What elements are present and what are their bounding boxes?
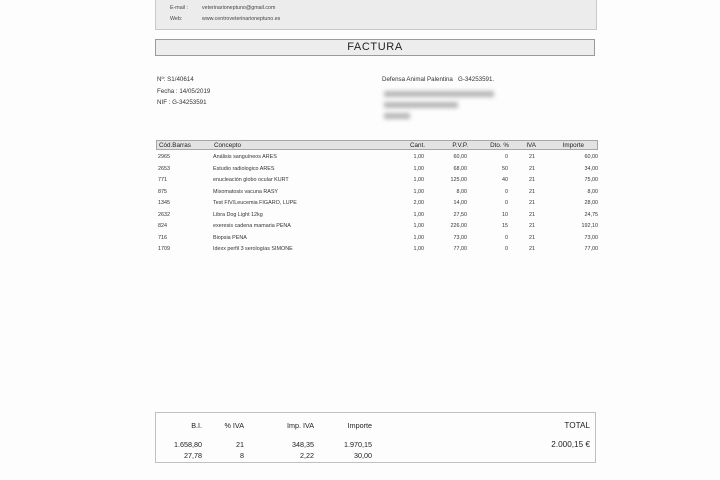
table-row bbox=[156, 233, 598, 245]
row-qty: 2,00 bbox=[413, 200, 424, 206]
totals-imp-iva-value: 2,22 bbox=[300, 451, 314, 460]
row-code: 1709 bbox=[158, 246, 170, 252]
table-row bbox=[156, 244, 598, 256]
table-row bbox=[156, 210, 598, 222]
row-dto: 0 bbox=[505, 246, 508, 252]
row-concept: Libra Dog Light 12kg bbox=[213, 211, 263, 218]
row-pvp: 8,00 bbox=[456, 188, 467, 195]
web-value: www.centroveterinarioneptuno.es bbox=[202, 16, 281, 22]
invoice-date: Fecha : 14/05/2019 bbox=[157, 87, 211, 95]
row-pvp: 27,50 bbox=[453, 211, 467, 218]
row-code: 1345 bbox=[158, 200, 170, 206]
row-concept: Biopsia PENA bbox=[213, 234, 247, 241]
table-row bbox=[156, 164, 598, 176]
row-pvp: 14,00 bbox=[453, 200, 467, 206]
row-code: 771 bbox=[158, 177, 167, 183]
row-qty: 1,00 bbox=[413, 246, 424, 252]
row-amount: 192,10 bbox=[581, 223, 598, 229]
totals-pct-iva-value: 21 bbox=[236, 440, 244, 449]
col-qty: Cant. bbox=[409, 142, 425, 149]
totals-importe-value: 30,00 bbox=[354, 451, 372, 460]
row-code: 875 bbox=[158, 188, 167, 195]
col-amount: Importe bbox=[562, 142, 584, 149]
row-qty: 1,00 bbox=[413, 234, 424, 241]
totals-bi-value: 27,78 bbox=[184, 451, 202, 460]
totals-bi-value: 1.658,80 bbox=[174, 440, 202, 449]
clinic-header bbox=[155, 0, 597, 30]
client-line bbox=[382, 74, 494, 86]
row-qty: 1,00 bbox=[413, 165, 424, 172]
row-amount: 34,00 bbox=[584, 165, 598, 172]
col-dto: Dto. % bbox=[490, 142, 509, 149]
invoice-info bbox=[157, 74, 210, 109]
row-dto: 0 bbox=[505, 200, 508, 206]
row-amount: 24,75 bbox=[584, 211, 598, 218]
col-concept: Concepto bbox=[214, 142, 241, 149]
totals-box bbox=[155, 412, 596, 463]
row-qty: 1,00 bbox=[413, 154, 424, 160]
table-row bbox=[156, 221, 598, 233]
row-dto: 0 bbox=[505, 154, 508, 160]
row-amount: 8,00 bbox=[587, 188, 598, 195]
row-code: 2653 bbox=[158, 165, 170, 172]
row-qty: 1,00 bbox=[413, 188, 424, 195]
row-code: 824 bbox=[158, 223, 167, 229]
row-pvp: 77,00 bbox=[453, 246, 467, 252]
row-qty: 1,00 bbox=[413, 211, 424, 218]
client-block bbox=[382, 74, 494, 119]
row-pvp: 125,00 bbox=[450, 177, 467, 183]
row-dto: 0 bbox=[505, 234, 508, 241]
row-dto: 15 bbox=[502, 223, 508, 229]
row-dto: 10 bbox=[502, 211, 508, 218]
col-code: Cód.Barras bbox=[159, 142, 191, 149]
table-row bbox=[156, 187, 598, 199]
web-line bbox=[170, 16, 280, 22]
table-row bbox=[156, 152, 598, 164]
web-label: Web: bbox=[170, 16, 183, 22]
row-iva: 21 bbox=[529, 200, 535, 206]
redacted-address-line bbox=[384, 91, 494, 97]
totals-header-imp-iva: Imp. IVA bbox=[286, 421, 314, 430]
totals-pct-iva-value: 8 bbox=[240, 451, 244, 460]
document-title: FACTURA bbox=[155, 39, 595, 56]
email-label: E-mail : bbox=[170, 5, 188, 11]
row-amount: 73,00 bbox=[584, 234, 598, 241]
grand-total-value: 2.000,15 € bbox=[551, 440, 590, 449]
row-concept: Estudio radiologico ARES bbox=[213, 165, 275, 172]
row-concept: Mixomatosis vacuna RASY bbox=[213, 188, 279, 195]
redacted-province-line bbox=[384, 113, 410, 119]
row-pvp: 60,00 bbox=[453, 154, 467, 160]
totals-header-bi: B.I. bbox=[191, 421, 202, 430]
totals-imp-iva-value: 348,35 bbox=[292, 440, 314, 449]
redacted-city-line bbox=[384, 102, 458, 108]
row-amount: 75,00 bbox=[584, 177, 598, 183]
email-value: veterinarioneptuno@gmail.com bbox=[202, 5, 276, 11]
table-row bbox=[156, 175, 598, 187]
row-amount: 77,00 bbox=[584, 246, 598, 252]
row-code: 716 bbox=[158, 234, 167, 241]
row-pvp: 226,00 bbox=[450, 223, 467, 229]
row-concept: Idexx perfil 3 serologías SIMONE bbox=[213, 246, 293, 252]
row-iva: 21 bbox=[529, 177, 535, 183]
row-iva: 21 bbox=[529, 246, 535, 252]
row-qty: 1,00 bbox=[413, 177, 424, 183]
row-iva: 21 bbox=[529, 165, 535, 172]
totals-header-total: TOTAL bbox=[564, 421, 590, 430]
row-concept: Test FIV/Leucemia FIGARO, LUPE bbox=[213, 200, 297, 206]
row-concept: exeresis cadena mamaria PENA bbox=[213, 223, 291, 229]
client-name: Defensa Animal Palentina bbox=[382, 76, 453, 83]
row-pvp: 73,00 bbox=[453, 234, 467, 241]
row-iva: 21 bbox=[529, 154, 535, 160]
row-concept: enucleación globo ocular KURT bbox=[213, 177, 289, 183]
row-iva: 21 bbox=[529, 211, 535, 218]
invoice-number: Nº: S1/40614 bbox=[157, 76, 194, 83]
totals-header-pct-iva: % IVA bbox=[224, 421, 244, 430]
row-amount: 60,00 bbox=[584, 154, 598, 160]
row-dto: 50 bbox=[502, 165, 508, 172]
row-dto: 40 bbox=[502, 177, 508, 183]
row-iva: 21 bbox=[529, 223, 535, 229]
client-nif: G-34253591. bbox=[458, 76, 495, 83]
email-line bbox=[170, 5, 275, 11]
totals-header-importe: Importe bbox=[347, 421, 372, 430]
row-amount: 28,00 bbox=[584, 200, 598, 206]
row-qty: 1,00 bbox=[413, 223, 424, 229]
totals-importe-value: 1.970,15 bbox=[344, 440, 372, 449]
row-concept: Análisis sanguíneos ARES bbox=[213, 154, 277, 160]
col-iva: IVA bbox=[526, 142, 536, 149]
row-dto: 0 bbox=[505, 188, 508, 195]
row-code: 2965 bbox=[158, 154, 170, 160]
row-pvp: 68,00 bbox=[453, 165, 467, 172]
row-iva: 21 bbox=[529, 234, 535, 241]
col-pvp: P.V.P. bbox=[452, 142, 468, 149]
invoice-nif: NIF : G-34253591 bbox=[157, 99, 207, 106]
row-iva: 21 bbox=[529, 188, 535, 195]
table-row bbox=[156, 198, 598, 210]
items-table-header bbox=[156, 140, 598, 150]
row-code: 2632 bbox=[158, 211, 170, 218]
